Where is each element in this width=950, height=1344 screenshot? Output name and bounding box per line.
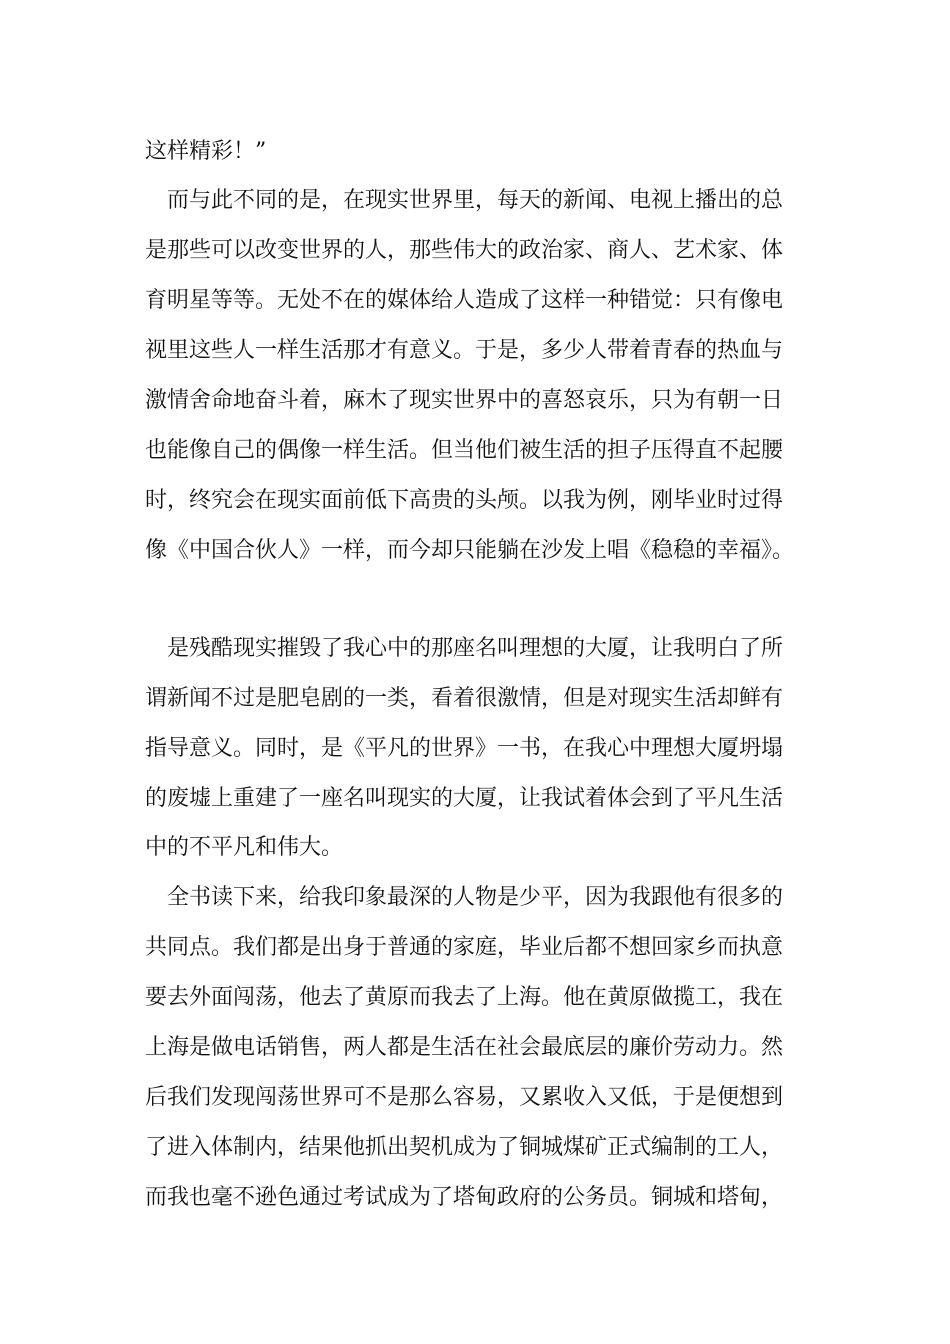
text-line: 育明星等等。无处不在的媒体给人造成了这样一种错觉：只有像电 <box>145 288 784 313</box>
text-line: 是那些可以改变世界的人，那些伟大的政治家、商人、艺术家、体 <box>145 238 784 263</box>
text-line: 指导意义。同时，是《平凡的世界》一书，在我心中理想大厦坍塌 <box>145 736 784 761</box>
text-line: 这样精彩！” <box>145 139 267 164</box>
text-line: 而与此不同的是，在现实世界里，每天的新闻、电视上播出的总 <box>167 188 784 213</box>
text-line: 的废墟上重建了一座名叫现实的大厦，让我试着体会到了平凡生活 <box>145 786 784 811</box>
text-line: 时，终究会在现实面前低下高贵的头颅。以我为例，刚毕业时过得 <box>145 488 784 513</box>
text-line: 是残酷现实摧毁了我心中的那座名叫理想的大厦，让我明白了所 <box>167 636 784 661</box>
text-line: 谓新闻不过是肥皂剧的一类，看着很激情，但是对现实生活却鲜有 <box>145 686 784 711</box>
text-line: 要去外面闯荡，他去了黄原而我去了上海。他在黄原做揽工，我在 <box>145 985 784 1010</box>
text-line: 上海是做电话销售，两人都是生活在社会最底层的廉价劳动力。然 <box>145 1035 784 1060</box>
text-line: 而我也毫不逊色通过考试成为了塔甸政府的公务员。铜城和塔甸， <box>145 1185 784 1210</box>
text-line: 视里这些人一样生活那才有意义。于是，多少人带着青春的热血与 <box>145 338 784 363</box>
text-line: 也能像自己的偶像一样生活。但当他们被生活的担子压得直不起腰 <box>145 438 784 463</box>
text-line: 了进入体制内，结果他抓出契机成为了铜城煤矿正式编制的工人， <box>145 1135 784 1160</box>
text-line: 后我们发现闯荡世界可不是那么容易，又累收入又低，于是便想到 <box>145 1085 784 1110</box>
text-line: 像《中国合伙人》一样，而今却只能躺在沙发上唱《稳稳的幸福》。 <box>145 538 795 563</box>
text-line: 全书读下来，给我印象最深的人物是少平，因为我跟他有很多的 <box>167 885 784 910</box>
text-line: 共同点。我们都是出身于普通的家庭，毕业后都不想回家乡而执意 <box>145 935 784 960</box>
text-line: 中的不平凡和伟大。 <box>145 835 344 860</box>
text-line: 激情舍命地奋斗着，麻木了现实世界中的喜怒哀乐，只为有朝一日 <box>145 388 784 413</box>
